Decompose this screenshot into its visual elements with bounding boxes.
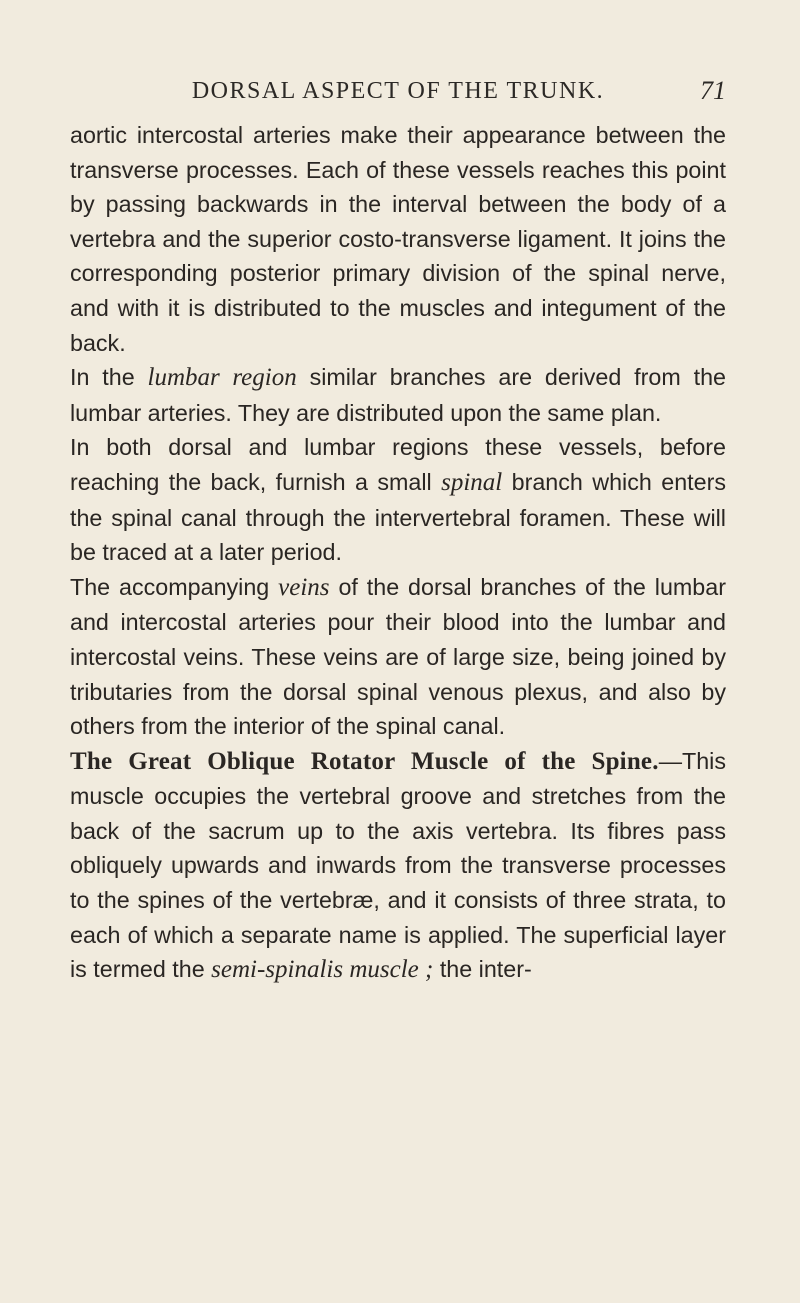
section-heading: The Great Oblique Rotator Muscle of the Spine.	[70, 747, 659, 775]
body-text	[70, 118, 726, 988]
paragraph-veins	[70, 570, 726, 744]
paragraph-text: In both dorsal and lumbar regions these vessels, before reaching the back, furnish a small	[70, 434, 726, 495]
section-text: —This muscle occupies the vertebral groove and stretches from the back of the sacrum up to the axis vertebra. Its fibres pass obliquely upwards and inwards from the transverse processes to the spines of the vertebræ, and it consists of three strata, to each of which a separate name is applied. The superficial layer is termed the	[70, 747, 726, 983]
paragraph-spinal-branch	[70, 430, 726, 569]
paragraph-text: of the dorsal branches of the lumbar and intercostal arteries pour their blood into the lumbar and intercostal veins. These veins are of large size, being joined by tributaries from the dorsal spinal venous plexus, and also by others from the interior of the spinal canal.	[70, 573, 726, 740]
paragraph-lumbar-region	[70, 360, 726, 430]
paragraph-text: similar branches are derived from the lumbar arteries. They are distributed upon the same plan.	[70, 364, 726, 426]
italic-term: semi-spinalis muscle ;	[211, 956, 434, 984]
paragraph-text: In the	[70, 364, 148, 391]
running-head	[70, 66, 726, 118]
section-great-oblique-rotator	[70, 744, 726, 988]
running-title: DORSAL ASPECT OF THE TRUNK.	[191, 78, 605, 104]
italic-term: veins	[278, 573, 330, 601]
page-number: 71	[700, 76, 726, 105]
paragraph-text: The accompanying	[70, 573, 279, 600]
paragraph-aortic-intercostal: aortic intercostal arteries make their appearance between the transverse processes. Each of these vessels reaches this point by passing backwards in the interval between the body of a vertebra and the superior costo-transverse ligament. It joins the corresponding posterior primary division of the spinal nerve, and with it is distributed to the muscles and integument of the back.	[70, 122, 726, 356]
section-text: the inter-	[433, 956, 532, 983]
italic-term: lumbar region	[147, 364, 297, 392]
paragraph-text: branch which enters the spinal canal through the intervertebral foramen. These will be traced at a later period.	[70, 468, 726, 566]
italic-term: spinal	[441, 468, 503, 496]
